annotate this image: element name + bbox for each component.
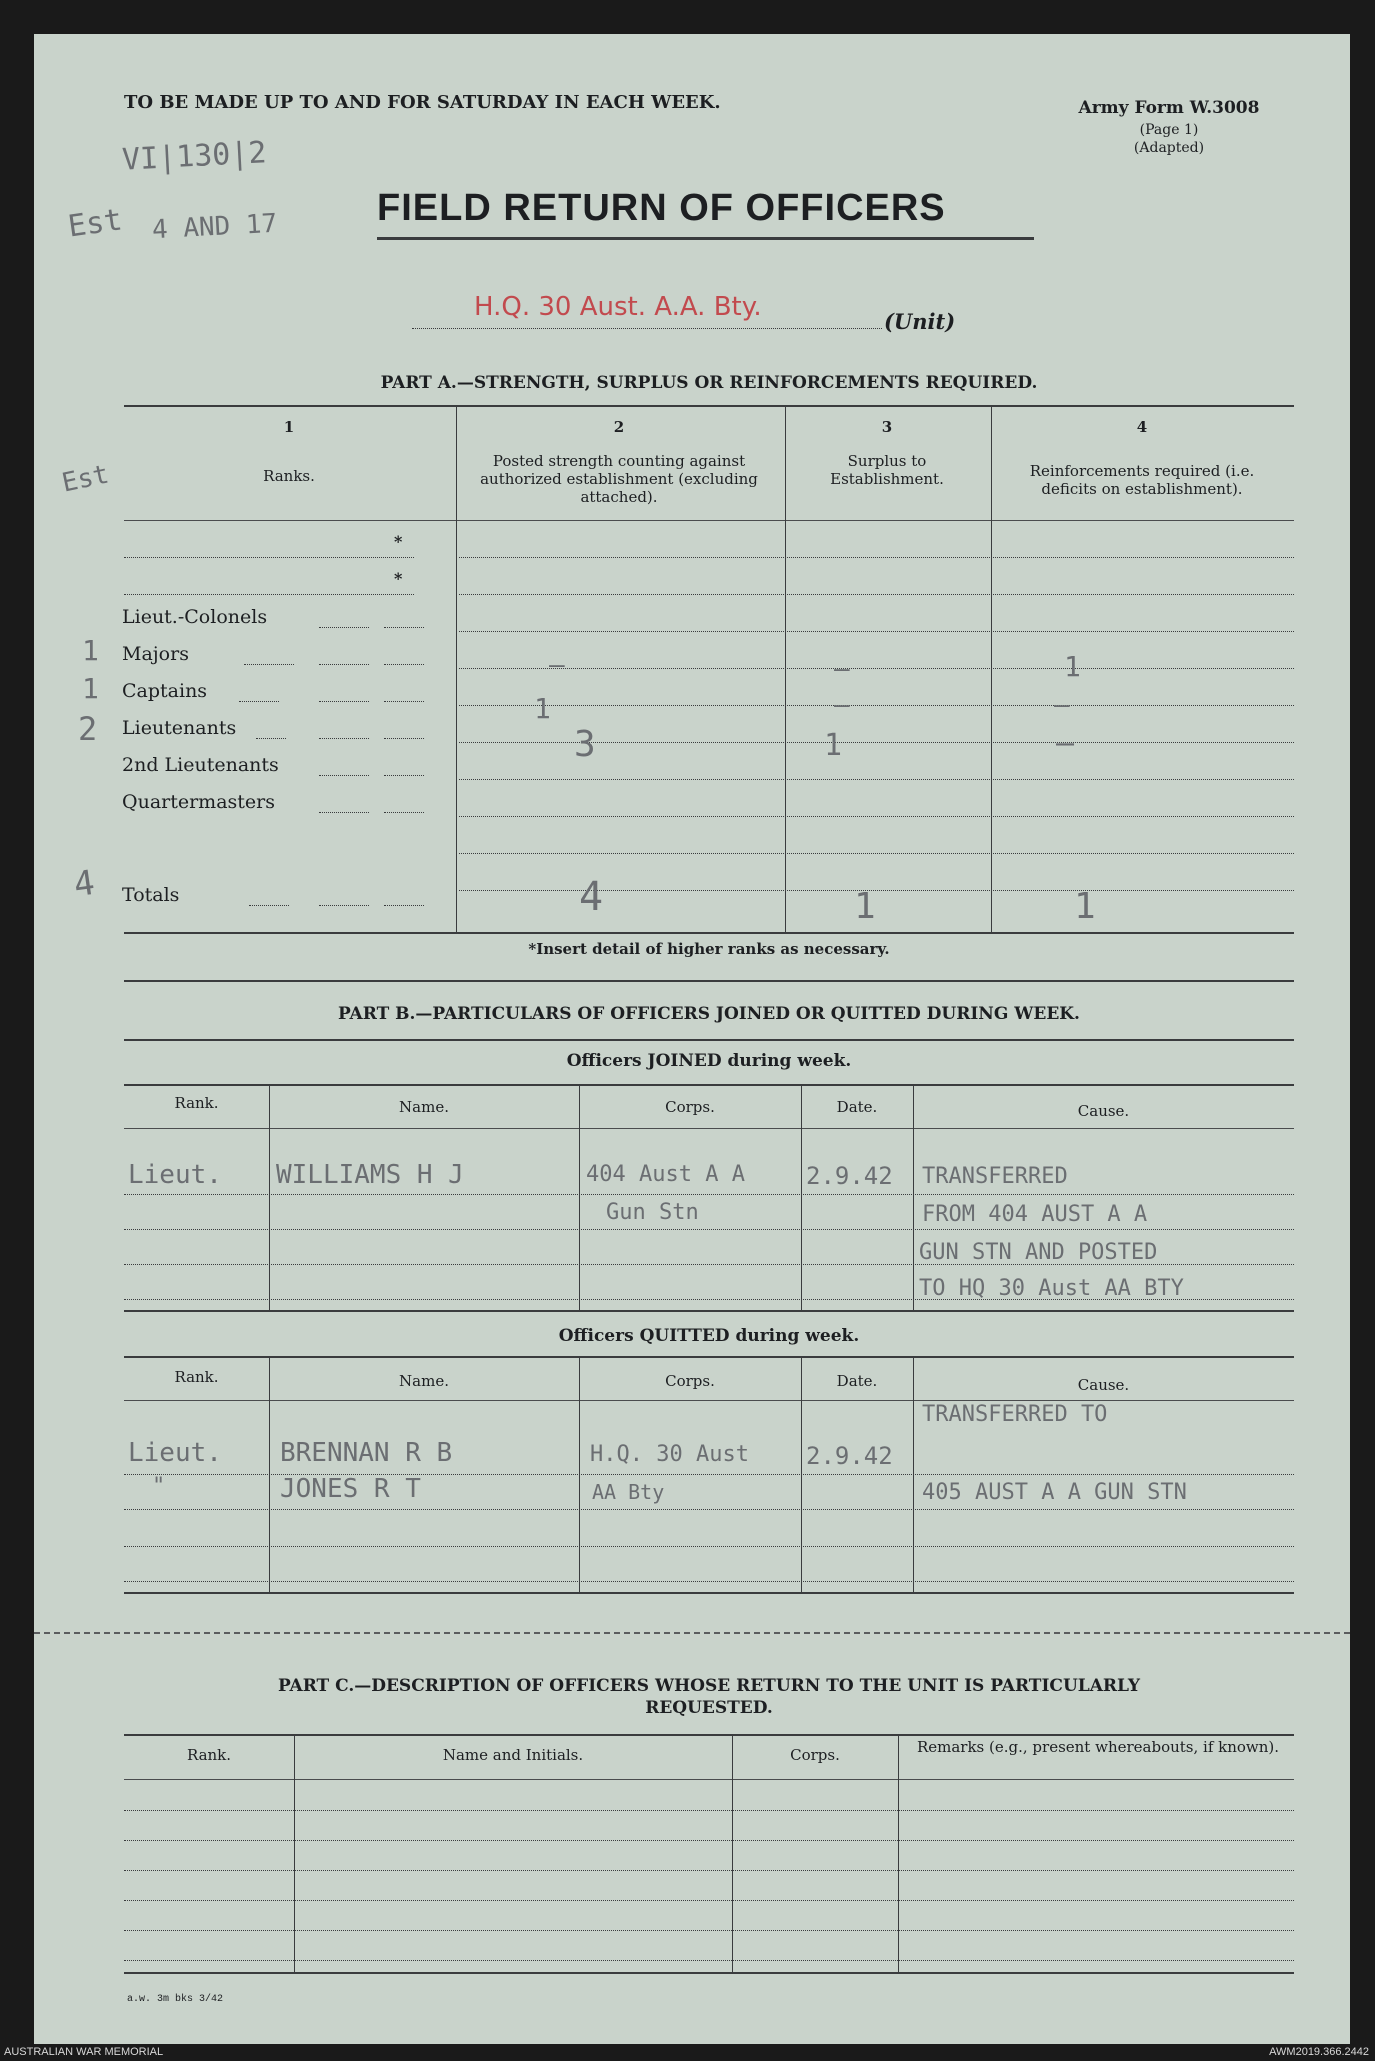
star-line-1	[124, 557, 414, 558]
part-c-top-rule	[124, 1734, 1294, 1736]
star-mark-2: *	[394, 569, 403, 588]
quitted-row-sep	[124, 1581, 1294, 1582]
rank-lieutenants: Lieutenants	[122, 717, 237, 739]
part-a-vline	[785, 406, 786, 932]
joined-row-sep	[124, 1229, 1294, 1230]
quitted-col-name: Name.	[399, 1372, 449, 1390]
part-a-header-surplus: Surplus to Establishment.	[830, 452, 944, 488]
rank-quartermasters: Quartermasters	[122, 791, 275, 813]
surplus-captains: —	[834, 690, 850, 720]
joined-col-corps: Corps.	[665, 1098, 715, 1116]
unit-line	[412, 328, 882, 329]
leader	[319, 738, 369, 739]
quitted-cause-1: TRANSFERRED TO	[922, 1402, 1108, 1427]
posted-majors: —	[549, 650, 565, 680]
row-sep	[459, 779, 1294, 780]
part-a-col-num-1: 1	[283, 418, 295, 436]
leader	[384, 905, 424, 906]
star-mark-1: *	[394, 532, 403, 551]
part-b-heading-rule	[124, 1039, 1294, 1041]
part-a-header-posted: Posted strength counting against authorized establishment (excluding attached).	[480, 452, 758, 506]
est-totals: 4	[71, 862, 98, 906]
part-c-vline	[732, 1736, 733, 1972]
reinf-captains: —	[1054, 690, 1070, 720]
part-c-col-corps: Corps.	[790, 1746, 840, 1764]
quitted-vline	[913, 1358, 914, 1592]
joined-cause-3: GUN STN AND POSTED	[919, 1240, 1158, 1265]
leader	[384, 812, 424, 813]
quitted-col-rank: Rank.	[174, 1368, 219, 1386]
leader	[384, 775, 424, 776]
part-a-bottom-rule	[124, 932, 1294, 934]
part-a-heading: PART A.—STRENGTH, SURPLUS OR REINFORCEMENTS REQUIRED.	[380, 373, 1038, 393]
footer-id: AWM2019.366.2442	[1269, 2046, 1369, 2058]
part-a-col-num-4: 4	[1136, 418, 1148, 436]
joined-vline	[269, 1086, 270, 1310]
form-paper	[34, 34, 1350, 2044]
joined-vline	[801, 1086, 802, 1310]
part-c-vline	[294, 1736, 295, 1972]
row-sep	[459, 705, 1294, 706]
quitted-corps-2: AA Bty	[592, 1480, 665, 1504]
part-b-heading: PART B.—PARTICULARS OF OFFICERS JOINED OR QUITTED DURING WEEK.	[338, 1004, 1080, 1024]
part-c-row-sep	[124, 1930, 1294, 1931]
posted-totals: 4	[579, 874, 604, 920]
part-a-col-num-2: 2	[613, 418, 625, 436]
instruction-text: TO BE MADE UP TO AND FOR SATURDAY IN EACH WEEK.	[124, 92, 721, 113]
print-code: a.w. 3m bks 3/42	[127, 1994, 224, 2005]
part-c-heading-2: REQUESTED.	[645, 1698, 773, 1718]
form-title: FIELD RETURN OF OFFICERS	[377, 187, 946, 229]
rank-captains: Captains	[122, 680, 208, 702]
part-c-row-sep	[124, 1870, 1294, 1871]
row-sep	[459, 853, 1294, 854]
quitted-rank-1: Lieut.	[128, 1438, 222, 1468]
part-a-header-ranks: Ranks.	[263, 467, 315, 485]
unit-value: H.Q. 30 Aust. A.A. Bty.	[474, 292, 762, 322]
quitted-col-cause: Cause.	[1077, 1376, 1130, 1394]
quitted-title-rule	[124, 1356, 1294, 1358]
joined-col-name: Name.	[399, 1098, 449, 1116]
leader	[384, 701, 424, 702]
form-number: Army Form W.3008	[1078, 98, 1260, 118]
leader	[244, 664, 294, 665]
joined-rank-1: Lieut.	[128, 1160, 222, 1190]
part-a-header-rule	[124, 520, 1294, 521]
reinf-totals: 1	[1074, 886, 1096, 927]
row-sep	[459, 816, 1294, 817]
leader	[239, 701, 279, 702]
quitted-row-sep	[124, 1509, 1294, 1510]
quitted-date-1: 2.9.42	[806, 1442, 893, 1470]
joined-row-sep	[124, 1194, 1294, 1195]
part-c-col-remarks: Remarks (e.g., present whereabouts, if known).	[916, 1738, 1280, 1756]
part-b-top-rule	[124, 980, 1294, 982]
quitted-col-date: Date.	[836, 1372, 878, 1390]
part-c-row-sep	[124, 1900, 1294, 1901]
perforation-line	[34, 1632, 1350, 1634]
quitted-vline	[269, 1358, 270, 1592]
joined-col-rank: Rank.	[174, 1094, 219, 1112]
quitted-row-sep	[124, 1546, 1294, 1547]
est-majors: 1	[82, 634, 99, 667]
quitted-name-2: JONES R T	[280, 1474, 421, 1504]
joined-vline	[913, 1086, 914, 1310]
part-c-row-sep	[124, 1960, 1294, 1961]
joined-col-cause: Cause.	[1077, 1102, 1130, 1120]
annotation-est: Est	[65, 202, 125, 245]
joined-header-rule	[124, 1128, 1294, 1129]
part-c-row-sep	[124, 1810, 1294, 1811]
part-a-vline	[991, 406, 992, 932]
part-c-header-rule	[124, 1779, 1294, 1780]
rank-lieut-colonels: Lieut.-Colonels	[122, 606, 268, 628]
joined-title: Officers JOINED during week.	[566, 1051, 852, 1071]
row-sep	[459, 557, 1294, 558]
part-c-vline	[898, 1736, 899, 1972]
part-a-col-num-3: 3	[881, 418, 893, 436]
row-sep	[459, 631, 1294, 632]
joined-cause-4: TO HQ 30 Aust AA BTY	[919, 1276, 1184, 1301]
rank-2nd-lieutenants: 2nd Lieutenants	[122, 754, 279, 776]
rank-majors: Majors	[122, 643, 189, 665]
reinf-majors: 1	[1064, 650, 1081, 683]
reinf-lieutenants: —	[1056, 726, 1075, 761]
joined-title-rule	[124, 1084, 1294, 1086]
part-c-row-sep	[124, 1840, 1294, 1841]
quitted-rank-2: "	[152, 1474, 166, 1499]
leader	[319, 905, 369, 906]
leader	[319, 812, 369, 813]
annotation-nums: 4 AND 17	[151, 208, 278, 246]
quitted-col-corps: Corps.	[665, 1372, 715, 1390]
leader	[384, 738, 424, 739]
joined-vline	[579, 1086, 580, 1310]
leader	[319, 775, 369, 776]
unit-label: (Unit)	[884, 309, 956, 334]
form-adapted: (Adapted)	[1133, 140, 1205, 156]
est-lieutenants: 2	[78, 710, 98, 748]
part-c-heading-1: PART C.—DESCRIPTION OF OFFICERS WHOSE RETURN TO THE UNIT IS PARTICULARLY	[277, 1676, 1141, 1696]
joined-col-date: Date.	[836, 1098, 878, 1116]
part-c-bottom-rule	[124, 1972, 1294, 1974]
posted-captains: 1	[534, 692, 551, 725]
part-a-header-reinforcements: Reinforcements required (i.e. deficits on establishment).	[1029, 462, 1255, 498]
joined-date-1: 2.9.42	[806, 1162, 893, 1190]
quitted-header-rule	[124, 1400, 1294, 1401]
joined-cause-1: TRANSFERRED	[922, 1164, 1068, 1189]
joined-corps-1: 404 Aust A A	[586, 1162, 745, 1187]
quitted-struck-text	[934, 1440, 1134, 1464]
leader	[256, 738, 286, 739]
joined-corps-2: Gun Stn	[606, 1200, 699, 1225]
leader	[319, 664, 369, 665]
est-annotation: Est	[59, 459, 112, 499]
row-sep	[459, 668, 1294, 669]
quitted-corps-1: H.Q. 30 Aust	[590, 1442, 749, 1467]
surplus-majors: —	[834, 654, 850, 684]
est-captains: 1	[82, 672, 99, 705]
title-underline	[377, 237, 1034, 240]
leader	[384, 664, 424, 665]
part-c-col-rank: Rank.	[186, 1746, 232, 1764]
part-a-top-rule	[124, 405, 1294, 407]
quitted-vline	[579, 1358, 580, 1592]
leader	[319, 627, 369, 628]
quitted-vline	[801, 1358, 802, 1592]
surplus-totals: 1	[854, 886, 876, 927]
quitted-bottom-rule	[124, 1592, 1294, 1594]
part-a-vline	[456, 406, 457, 932]
star-line-2	[124, 594, 414, 595]
totals-label: Totals	[122, 884, 180, 906]
annotation-ref: VI|130|2	[121, 135, 268, 178]
leader	[384, 627, 424, 628]
leader	[249, 905, 289, 906]
joined-bottom-rule	[124, 1310, 1294, 1312]
part-c-col-name: Name and Initials.	[442, 1746, 584, 1764]
quitted-title: Officers QUITTED during week.	[558, 1326, 860, 1346]
part-a-footnote: *Insert detail of higher ranks as necessary.	[528, 940, 890, 958]
row-sep	[459, 594, 1294, 595]
joined-cause-2: FROM 404 AUST A A	[922, 1202, 1148, 1227]
form-page: (Page 1)	[1139, 122, 1199, 138]
leader	[319, 701, 369, 702]
quitted-name-1: BRENNAN R B	[280, 1438, 453, 1468]
posted-lieutenants: 3	[574, 724, 596, 765]
footer-source: AUSTRALIAN WAR MEMORIAL	[4, 2046, 164, 2058]
joined-name-1: WILLIAMS H J	[276, 1160, 464, 1190]
surplus-lieutenants: 1	[824, 728, 843, 763]
quitted-cause-2: 405 AUST A A GUN STN	[922, 1480, 1187, 1505]
